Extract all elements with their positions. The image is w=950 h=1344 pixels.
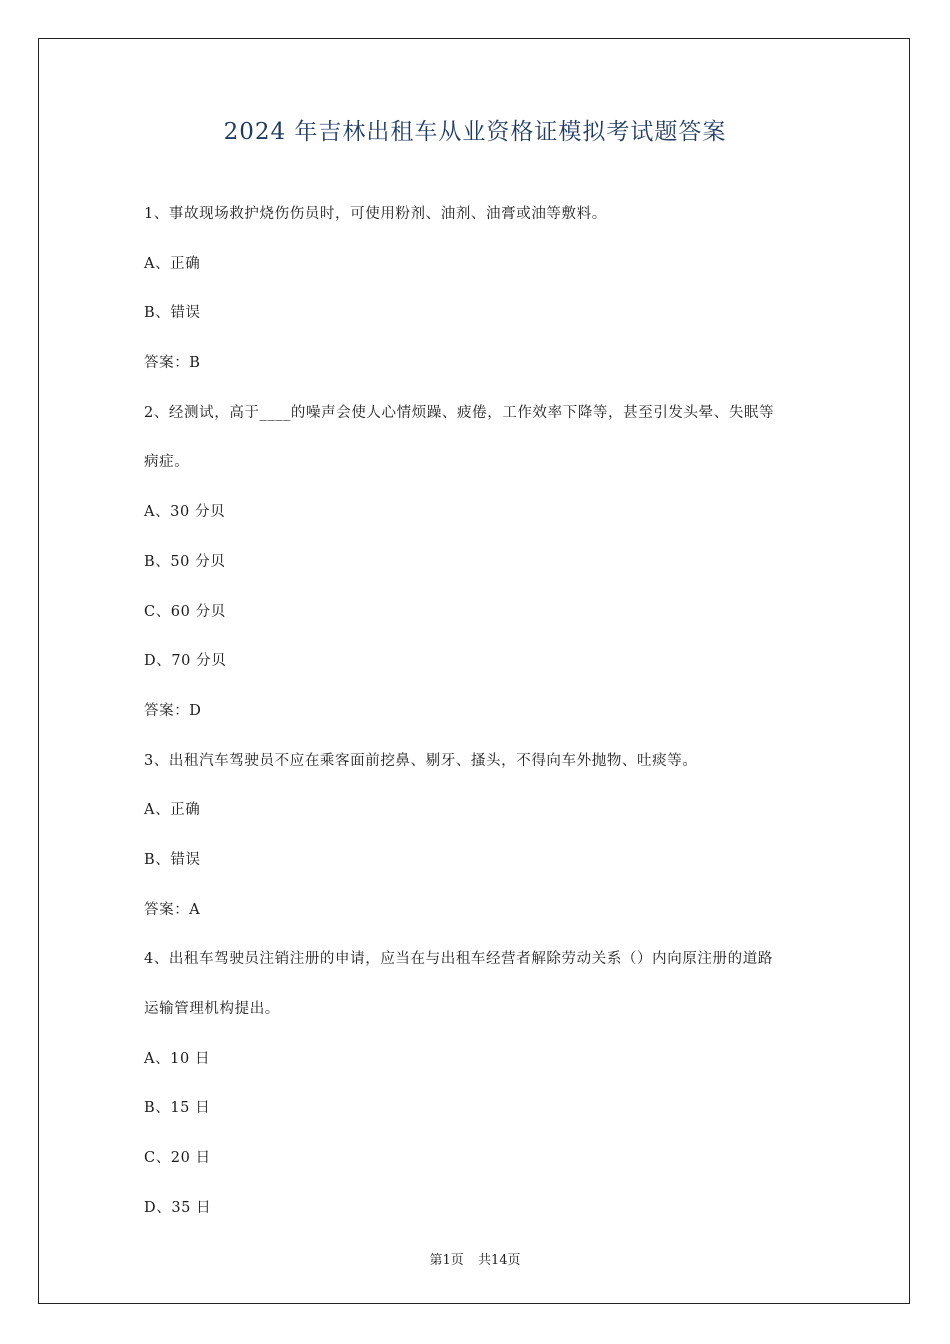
question-2-text-continued: 病症。 bbox=[144, 454, 190, 471]
page-number-total: 共14页 bbox=[477, 1253, 521, 1268]
question-2-text: 2、经测试，高于____的噪声会使人心情烦躁、疲倦，工作效率下降等，甚至引发头晕、失眠等 bbox=[144, 404, 775, 421]
question-4-option-d: D、35 日 bbox=[144, 1199, 212, 1216]
question-2-option-c: C、60 分贝 bbox=[144, 603, 226, 620]
question-3-text: 3、出租汽车驾驶员不应在乘客面前挖鼻、剔牙、搔头，不得向车外抛物、吐痰等。 bbox=[144, 752, 698, 769]
question-2-option-b: B、50 分贝 bbox=[144, 553, 226, 570]
question-1-answer: 答案：B bbox=[144, 355, 201, 372]
question-3-answer: 答案：A bbox=[144, 901, 201, 918]
question-4-text: 4、出租车驾驶员注销注册的申请，应当在与出租车经营者解除劳动关系（）内向原注册的道路 bbox=[144, 951, 773, 968]
question-4-text-continued: 运输管理机构提出。 bbox=[144, 1001, 280, 1017]
document-title: 2024 年吉林出租车从业资格证模拟考试题答案 bbox=[223, 119, 727, 145]
page-footer bbox=[0, 1249, 950, 1268]
question-1-option-b: B、错误 bbox=[144, 305, 201, 322]
question-4-option-c: C、20 日 bbox=[144, 1150, 211, 1167]
document-body bbox=[144, 200, 814, 1243]
question-4-option-a: A、10 日 bbox=[144, 1050, 211, 1067]
question-2-option-d: D、70 分贝 bbox=[144, 653, 227, 670]
question-3-option-b: B、错误 bbox=[144, 851, 201, 868]
question-3-option-a: A、正确 bbox=[144, 802, 201, 819]
question-1-option-a: A、正确 bbox=[144, 255, 201, 272]
question-2-option-a: A、30 分贝 bbox=[144, 504, 226, 521]
question-4-option-b: B、15 日 bbox=[144, 1100, 211, 1117]
page-number-current: 第1页 bbox=[429, 1253, 464, 1268]
question-2-answer: 答案：D bbox=[144, 702, 202, 719]
question-1-text: 1、事故现场救护烧伤伤员时，可使用粉剂、油剂、油膏或油等敷料。 bbox=[144, 206, 607, 222]
